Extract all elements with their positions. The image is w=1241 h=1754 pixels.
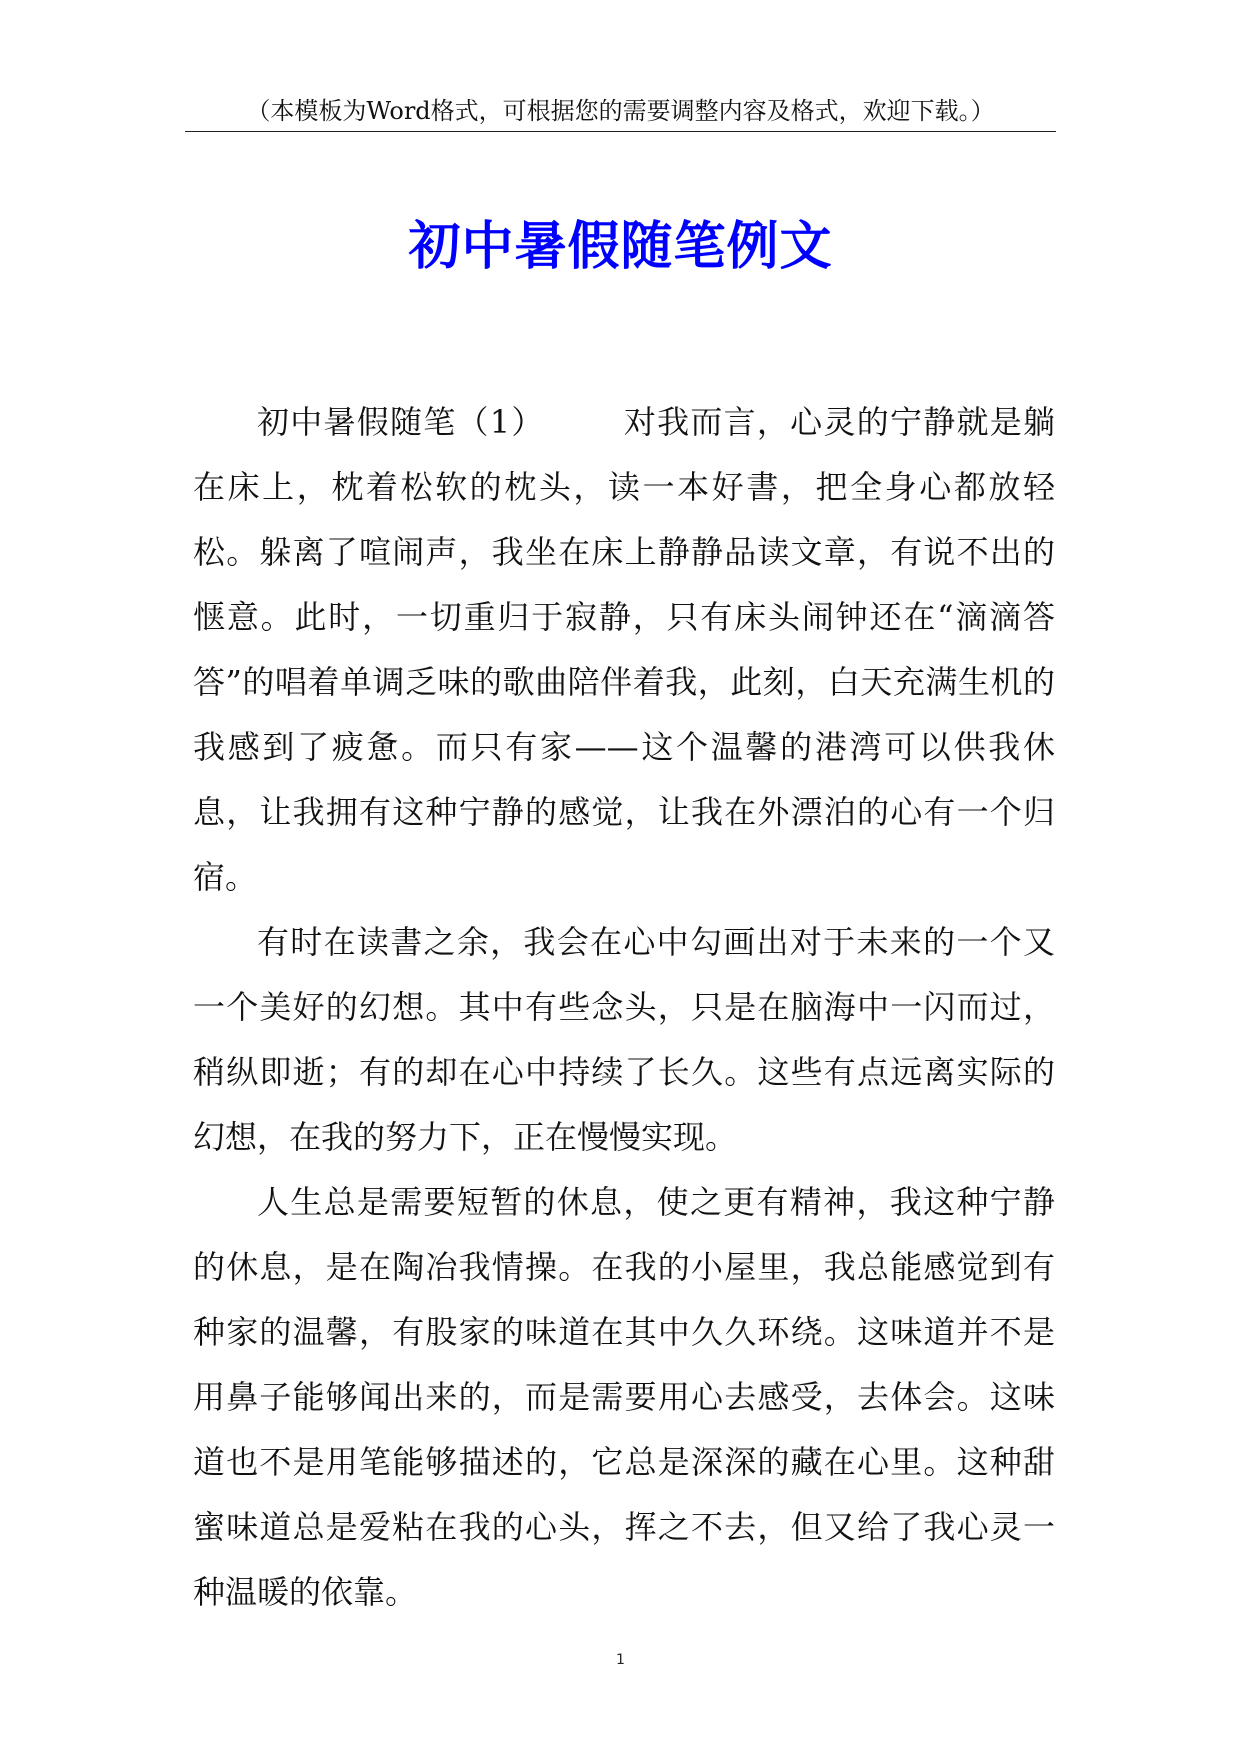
paragraph-1-text: 对我而言，心灵的宁静就是躺在床上，枕着松软的枕头，读一本好書，把全身心都放轻松。躲离了喧闹声，我坐在床上静静品读文章，有说不出的惬意。此时，一切重归于寂静，只有床头闹钟还在“滴滴答答”的唱着单调乏味的歌曲陪伴着我，此刻，白天充满生机的我感到了疲惫。而只有家——这个温馨的港湾可以供我休息，让我拥有这种宁静的感觉，让我在外漂泊的心有一个归宿。	[193, 403, 1055, 896]
document-title: 初中暑假随笔例文	[408, 216, 833, 277]
document-body	[193, 390, 1055, 1625]
paragraph-1-heading: 初中暑假随笔（1）	[257, 403, 545, 441]
paragraph-2: 有时在读書之余，我会在心中勾画出对于未来的一个又一个美好的幻想。其中有些念头，只是在脑海中一闪而过，稍纵即逝；有的却在心中持续了长久。这些有点远离实际的幻想，在我的努力下，正在慢慢实现。	[193, 923, 1055, 1156]
paragraph-1	[193, 390, 1055, 910]
header-note: （本模板为Word格式，可根据您的需要调整内容及格式，欢迎下载。）	[246, 97, 995, 125]
page-number: 1	[616, 1652, 625, 1668]
header-rule	[185, 131, 1056, 132]
paragraph-3: 人生总是需要短暂的休息，使之更有精神，我这种宁静的休息，是在陶冶我情操。在我的小屋里，我总能感觉到有种家的温馨，有股家的味道在其中久久环绕。这味道并不是用鼻子能够闻出来的，而是需要用心去感受，去体会。这味道也不是用笔能够描述的，它总是深深的藏在心里。这种甜蜜味道总是爱粘在我的心头，挥之不去，但又给了我心灵一种温暖的依靠。	[193, 1183, 1055, 1611]
